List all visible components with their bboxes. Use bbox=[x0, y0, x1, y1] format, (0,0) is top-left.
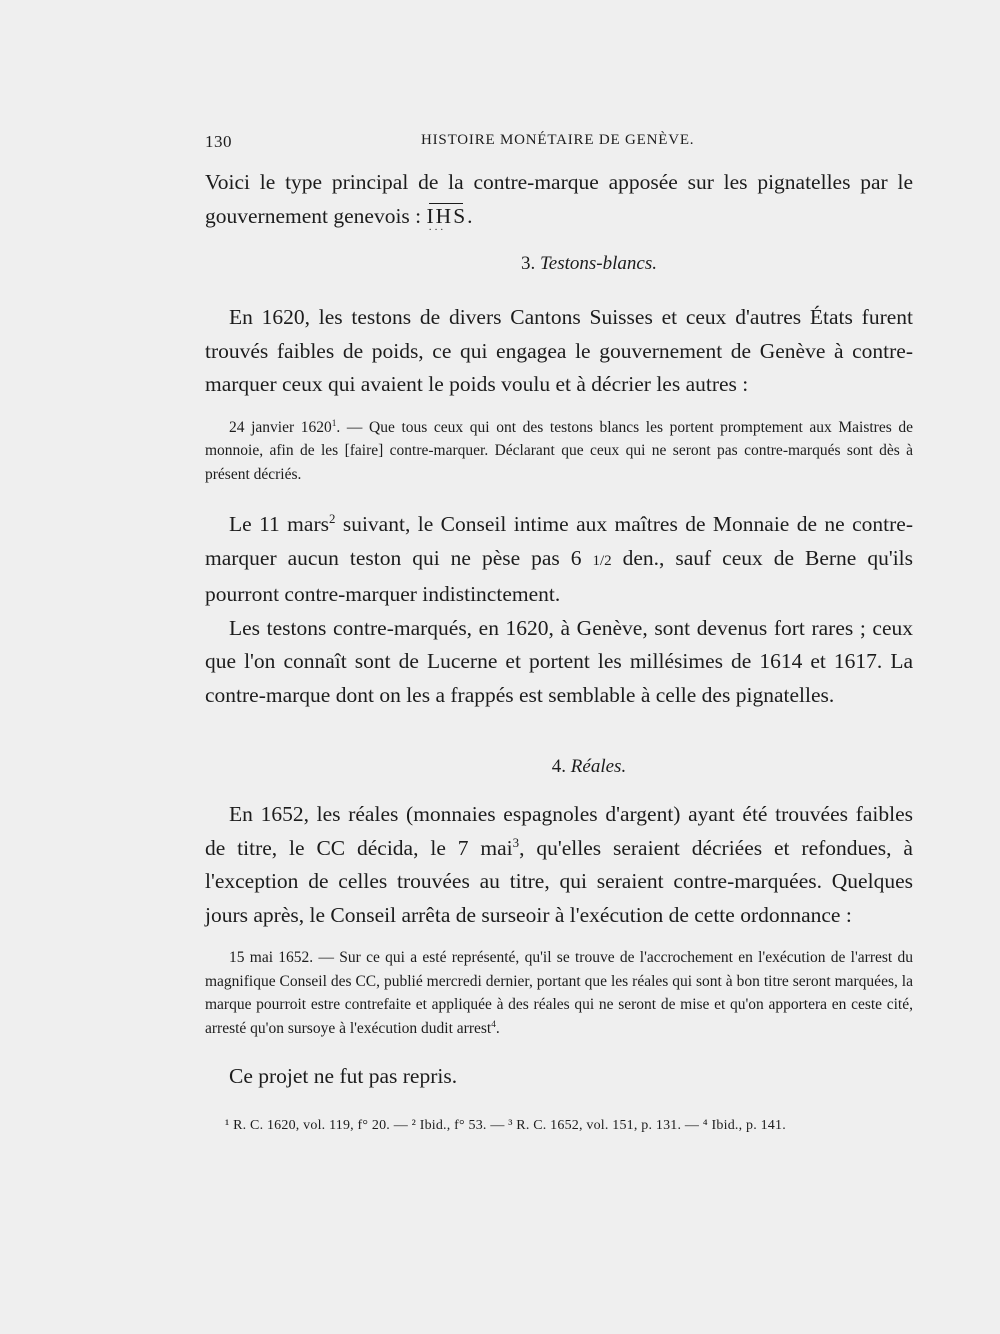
intro-text: Voici le type principal de la contre-marque apposée sur les pignatelles par le gouvernement genevois : bbox=[205, 170, 913, 228]
quote-24-janvier bbox=[205, 416, 913, 487]
footnote-ref-4: 4 bbox=[491, 1019, 496, 1030]
paragraph-conclusion: Ce projet ne fut pas repris. bbox=[229, 1064, 458, 1088]
quote-text: — Sur ce qui a esté représenté, qu'il se trouve de l'accrochement en l'exécution de l'arrest du magnifique Conseil des CC, publié mercredi dernier, portant que les réales qui sont à bon titre seront marquées, la marque pourroit estre contrefaite et appliquée à des réales qui ne seront de mise et qu'on apportera en ceste cité, arresté qu'on sursoye à l'exécution dudit arrest bbox=[205, 949, 913, 1037]
section-heading-4 bbox=[205, 756, 913, 778]
footnote-ref-3: 3 bbox=[512, 835, 520, 850]
intro-paragraph bbox=[205, 166, 913, 233]
section-number: 3. bbox=[520, 253, 536, 274]
quote-date: 15 mai 1652. bbox=[229, 949, 314, 966]
paragraph-end: , qu'elles seraient décriées et refondues, à l'exception de celles trouvées au titre, qui seraient contre-marquées. Quelques jours après, le Conseil arrêta de surseoir à l'exécution de cette ordonnance : bbox=[205, 835, 913, 927]
paragraph-1652 bbox=[205, 798, 913, 932]
paragraph-11-mars bbox=[205, 508, 913, 612]
section-number: 4. bbox=[551, 756, 567, 777]
section-title: Testons-blancs. bbox=[539, 253, 657, 274]
page bbox=[205, 128, 913, 1136]
paragraph-lucerne: Les testons contre-marqués, en 1620, à Genève, sont devenus fort rares ; ceux que l'on connaît sont de Lucerne et portent les millésimes de 1614 et 1617. La contre-marque dont on les a frappés est semblable à celle des pignatelles. bbox=[205, 615, 913, 707]
running-head: HISTOIRE MONÉTAIRE DE GENÈVE. bbox=[421, 132, 695, 148]
quote-end: . bbox=[495, 1019, 500, 1037]
quote-text: . — Que tous ceux qui ont des testons blancs les portent promptement aux Maistres de monnoie, afin de les [faire] contre-marquer. Déclarant que ceux qui ne seront pas contre-marqués sont dès à présent décriés. bbox=[205, 418, 913, 483]
footnote-ref-2: 2 bbox=[328, 511, 336, 526]
page-number: 130 bbox=[205, 132, 232, 151]
footnote-ref-1: 1 bbox=[331, 418, 337, 429]
paragraph-middle: suivant, le Conseil intime aux maîtres de Monnaie de ne contre-marquer aucun teston qui ne pèse pas 6 bbox=[205, 512, 914, 570]
intro-end: . bbox=[467, 203, 473, 228]
countermark-ihs: IHS · · · bbox=[427, 200, 468, 234]
fraction: 1/2 bbox=[592, 552, 612, 569]
paragraph-1620: En 1620, les testons de divers Cantons Suisses et ceux d'autres États furent trouvés faibles de poids, ce qui engagea le gouvernement de Genève à contre-marquer ceux qui avaient le poids voulu et à décrier les autres : bbox=[205, 305, 913, 396]
page-header bbox=[205, 128, 913, 154]
section-title: Réales. bbox=[570, 756, 627, 777]
quote-date: 24 janvier 1620 bbox=[229, 418, 332, 436]
paragraph-start: Le 11 mars bbox=[229, 512, 329, 536]
paragraph-start: En 1652, les réales (monnaies espagnoles d'argent) ayant été trouvées faibles de titre, le CC décida, le 7 mai bbox=[205, 802, 913, 860]
section-heading-3 bbox=[205, 253, 913, 275]
quote-15-mai bbox=[205, 946, 913, 1040]
paragraph-end: den., sauf ceux de Berne qu'ils pourront contre-marquer indistinctement. bbox=[205, 545, 914, 606]
footnotes: ¹ R. C. 1620, vol. 119, f° 20. — ² Ibid., f° 53. — ³ R. C. 1652, vol. 151, p. 131. — ⁴ Ibid., p. 141. bbox=[225, 1117, 786, 1133]
